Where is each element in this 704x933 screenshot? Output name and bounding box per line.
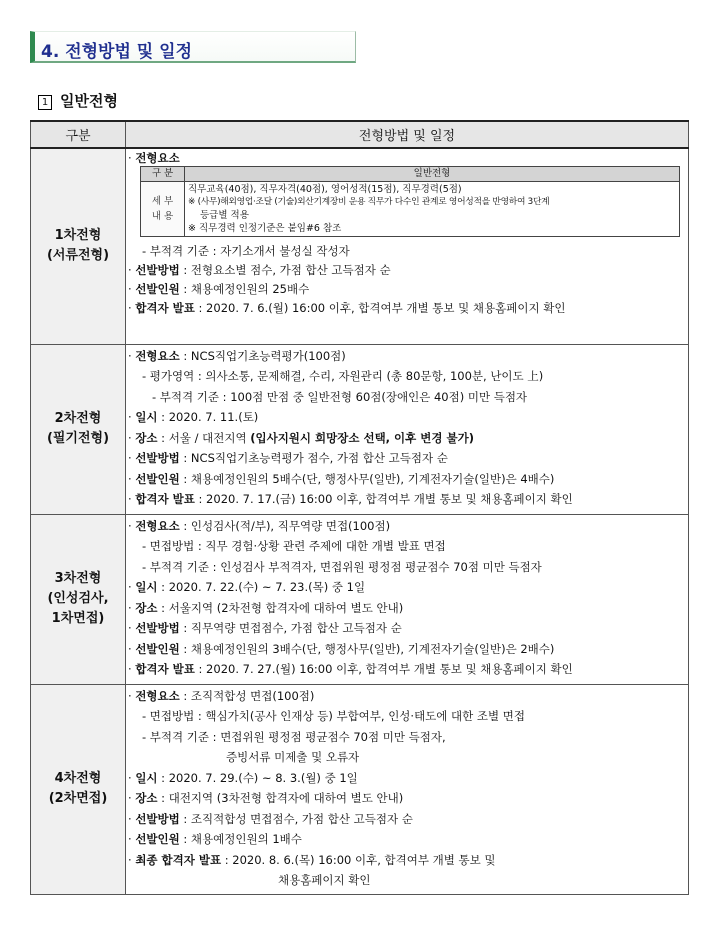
stage2-line [128, 489, 685, 510]
line-text: : 채용예정인원의 3배수(단, 행정사무(일반), 기계전자기술(일반)은 2배수) [179, 641, 555, 656]
bullet: · [128, 518, 136, 533]
table-row-stage4 [31, 684, 689, 894]
stage2-line [128, 469, 685, 490]
stage2-line [128, 407, 685, 428]
table-header-row [31, 121, 689, 148]
sub-title-text: 일반전형 [60, 92, 118, 110]
line-label: 선발인원 [135, 471, 180, 486]
stage4-line [128, 727, 685, 748]
line-label: 전형요소 [135, 518, 180, 533]
table-row-stage3 [31, 514, 689, 684]
bullet: · [128, 580, 136, 594]
criteria-line-3: 등급별 적용 [200, 210, 249, 221]
sub-title [38, 90, 118, 111]
stage3-line [128, 659, 685, 680]
stage2-line [128, 366, 685, 387]
line-text: : 대전지역 (3차전형 합격자에 대하여 별도 안내) [157, 791, 404, 805]
line-label: 장소 [135, 791, 158, 805]
criteria-values [185, 182, 680, 237]
bullet: · [128, 492, 136, 506]
line-label: 선발인원 [135, 832, 180, 846]
line-label: 선발인원 [135, 282, 180, 296]
stage4-line [128, 788, 685, 809]
line-text: - 부적격 기준 : 면접위원 평정점 평균점수 70점 미만 득점자, [142, 729, 446, 744]
bullet: · [128, 621, 136, 635]
stage4-line [128, 850, 685, 871]
line-text: - 부적격 기준 : 자기소개서 불성실 작성자 [142, 244, 350, 258]
stage4-line [128, 768, 685, 789]
line-text: : 2020. 7. 29.(수) ~ 8. 3.(월) 중 1일 [157, 770, 358, 785]
line-text: - 부적격 기준 : 인성검사 부적격자, 면접위원 평정점 평균점수 70점 미만 득점자 [142, 559, 542, 574]
criteria-table [140, 166, 680, 237]
stage1-detail [126, 148, 689, 344]
stage4-line [128, 706, 685, 727]
stage2-sub: (필기전형) [46, 431, 110, 446]
stage3-line [128, 639, 685, 660]
line-label: 선발방법 [135, 263, 180, 277]
stage4-line [128, 829, 685, 850]
bullet: · [128, 301, 136, 315]
stage3-name: 3차전형 [54, 571, 102, 586]
bullet: · [128, 832, 136, 846]
line-text: 채용홈페이지 확인 [278, 873, 371, 887]
header-stage: 구분 [31, 121, 126, 148]
section-title-text: 4. 전형방법 및 일정 [41, 42, 192, 62]
line-emphasis: (입사지원시 희망장소 선택, 이후 변경 불가) [250, 430, 474, 445]
stage4-line [128, 686, 685, 707]
line-label: 전형요소 [135, 151, 180, 165]
criteria-header-row [141, 167, 680, 182]
bullet: · [128, 471, 136, 486]
stage3-line [128, 577, 685, 598]
line-label: 일시 [135, 580, 158, 594]
line-label: 합격자 발표 [135, 662, 195, 676]
line-text: : 2020. 7. 6.(월) 16:00 이후, 합격여부 개별 통보 및 채용홈페이지 확인 [194, 301, 566, 315]
line-text: : 조직적합성 면접점수, 가점 합산 고득점자 순 [179, 811, 413, 826]
line-text: : 2020. 7. 17.(금) 16:00 이후, 합격여부 개별 통보 및 채용홈페이지 확인 [194, 492, 573, 506]
line-text: : 채용예정인원의 1배수 [179, 832, 302, 846]
stage4-cell [31, 684, 126, 894]
criteria-line-4: ※ 직무경력 인정기준은 붙임#6 참조 [188, 223, 342, 234]
table-row-stage1 [31, 148, 689, 344]
line-text: : 채용예정인원의 5배수(단, 행정사무(일반), 기계전자기술(일반)은 4배수) [179, 471, 555, 486]
line-text: : 직무역량 면접점수, 가점 합산 고득점자 순 [179, 621, 402, 635]
stage3-line [128, 516, 685, 537]
line-text: - 평가영역 : 의사소통, 문제해결, 수리, 자원관리 (총 80문항, 100분, 난이도 上) [142, 369, 544, 383]
stage3-cell [31, 514, 126, 684]
line-text: : 인성검사(적/부), 직무역량 면접(100점) [179, 518, 391, 533]
stage2-line [128, 387, 685, 408]
stage2-line [128, 428, 685, 449]
stage3-sub1: (인성검사, [47, 591, 109, 606]
line-label: 장소 [135, 600, 158, 615]
bullet: · [128, 852, 136, 867]
stage1-line [128, 150, 685, 166]
stage2-line [128, 448, 685, 469]
stage3-line [128, 598, 685, 619]
stage4-name: 4차전형 [54, 771, 102, 786]
line-label: 최종 합격자 발표 [135, 852, 222, 867]
bullet: · [128, 263, 136, 277]
criteria-row [141, 182, 680, 237]
bullet: · [128, 348, 136, 363]
line-label: 선발방법 [135, 451, 180, 465]
line-label: 합격자 발표 [135, 492, 195, 506]
stage3-detail [126, 514, 689, 684]
bullet: · [128, 282, 136, 296]
stage1-line [128, 261, 685, 280]
line-text: : 전형요소별 점수, 가점 합산 고득점자 순 [179, 263, 391, 277]
stage4-line [128, 809, 685, 830]
line-label: 선발인원 [135, 641, 180, 656]
numbered-box: 1 [38, 95, 52, 110]
line-text: - 면접방법 : 직무 경험·상황 관련 주제에 대한 개별 발표 면접 [142, 539, 446, 553]
stage3-line [128, 536, 685, 557]
line-text: : 2020. 8. 6.(목) 16:00 이후, 합격여부 개별 통보 및 [221, 852, 496, 867]
stage3-sub2: 1차면접) [51, 611, 105, 626]
line-text: : 서울지역 (2차전형 합격자에 대하여 별도 안내) [157, 600, 404, 615]
criteria-label: 세 부 내 용 [141, 182, 185, 237]
bullet: · [128, 811, 136, 826]
stage4-line [128, 870, 685, 891]
criteria-line-2: ※ (사무)해외영업·조달 (기술)외산기계장비 운용 직무가 다수인 관계로 영어성적을 반영하여 3단계 [188, 197, 550, 207]
table-row-stage2 [31, 344, 689, 514]
stage1-name: 1차전형 [54, 228, 102, 244]
line-text: 증빙서류 미제출 및 오류자 [226, 750, 360, 764]
line-label: 일시 [135, 770, 158, 785]
schedule-table [30, 120, 689, 895]
line-text: : 채용예정인원의 25배수 [179, 282, 310, 296]
line-text: : 2020. 7. 11.(토) [157, 410, 259, 424]
bullet: · [128, 688, 136, 703]
criteria-header-label: 구 분 [141, 167, 185, 182]
bullet: · [128, 151, 136, 165]
line-text: : 조직적합성 면접(100점) [179, 688, 315, 703]
line-label: 장소 [135, 430, 158, 445]
line-text: : 2020. 7. 22.(수) ~ 7. 23.(목) 중 1일 [157, 580, 366, 594]
bullet: · [128, 662, 136, 676]
line-text: - 부적격 기준 : 100점 만점 중 일반전형 60점(장애인은 40점) 미만 득점자 [152, 389, 528, 404]
stage3-line [128, 557, 685, 578]
bullet: · [128, 410, 136, 424]
line-label: 합격자 발표 [135, 301, 195, 315]
bullet: · [128, 451, 136, 465]
line-text: : 2020. 7. 27.(월) 16:00 이후, 합격여부 개별 통보 및 채용홈페이지 확인 [194, 662, 573, 676]
stage3-line [128, 618, 685, 639]
line-label: 일시 [135, 410, 158, 424]
stage1-cell [31, 148, 126, 344]
stage4-line [128, 747, 685, 768]
stage2-name: 2차전형 [54, 411, 102, 426]
criteria-header-value: 일반전형 [185, 167, 680, 182]
line-label: 전형요소 [135, 688, 180, 703]
criteria-line-1: 직무교육(40점), 직무자격(40점), 영어성적(15점), 직무경력(5점) [188, 184, 462, 195]
stage1-line [128, 280, 685, 299]
stage2-line [128, 346, 685, 367]
line-text: : 서울 / 대전지역 [157, 430, 251, 445]
bullet: · [128, 430, 136, 445]
stage1-line [128, 242, 685, 261]
line-text: : NCS직업기초능력평가 점수, 가점 합산 고득점자 순 [179, 451, 448, 465]
stage4-sub: (2차면접) [48, 791, 108, 806]
bullet: · [128, 791, 136, 805]
bullet: · [128, 641, 136, 656]
line-label: 전형요소 [135, 348, 180, 363]
stage2-detail [126, 344, 689, 514]
line-text: : NCS직업기초능력평가(100점) [179, 348, 346, 363]
stage4-detail [126, 684, 689, 894]
line-label: 선발방법 [135, 621, 180, 635]
line-label: 선발방법 [135, 811, 180, 826]
section-title [30, 31, 356, 63]
stage1-line [128, 299, 685, 318]
bullet: · [128, 770, 136, 785]
bullet: · [128, 600, 136, 615]
header-detail: 전형방법 및 일정 [126, 121, 689, 148]
stage1-sub: (서류전형) [46, 248, 110, 264]
stage2-cell [31, 344, 126, 514]
line-text: - 면접방법 : 핵심가치(공사 인재상 등) 부합여부, 인성·태도에 대한 조별 면접 [142, 709, 526, 723]
